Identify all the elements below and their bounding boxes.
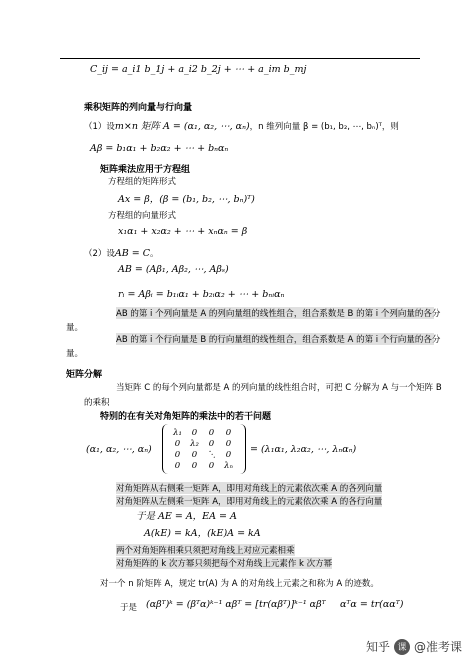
matrix-row: [169, 438, 237, 449]
eq-vector-formula: x₁α₁ + x₂α₂ + ⋯ + xₙαₙ = β: [118, 226, 248, 237]
diag-rule-product: 两个对角矩阵相乘只须把对角线上对应元素相乘: [116, 546, 295, 556]
diag-rule-left-multiply: 对角矩阵从左侧乘一矩阵 A，即用对角线上的元素依次乘 A 的各行向量: [116, 497, 383, 507]
matrix-cell: 0: [208, 438, 215, 449]
item1-vector-def: ，n 维列向量 β = (b₁, b₂, ⋯, bₙ)ᵀ，则: [249, 122, 399, 132]
item2-ab-formula: AB = (Aβ₁, Aβ₂, ⋯, Aβₛ): [118, 264, 229, 275]
item1-formula: Aβ = b₁α₁ + b₂α₂ + ⋯ + bₙαₙ: [90, 143, 229, 154]
matrix-cell: ⋱: [207, 449, 216, 460]
eq-vector-label: 方程组的向量形式: [108, 211, 177, 221]
matrix-cell: λ₂: [190, 438, 199, 449]
highlight-row-tail: 量。: [66, 349, 84, 359]
item1-prefix: （1）设: [84, 122, 115, 132]
matrix-cell: 0: [225, 427, 232, 438]
matrix-cell: 0: [191, 449, 198, 460]
trace-formula-power: (αβᵀ)ᵏ = (βᵀα)ᵏ⁻¹ αβᵀ = [tr(αβᵀ)]ᵏ⁻¹ αβᵀ: [146, 599, 326, 610]
matrix-cell: 0: [174, 438, 181, 449]
matrix-cell: 0: [208, 460, 215, 471]
item2-ri-formula: rᵢ = Aβᵢ = b₁ᵢα₁ + b₂ᵢα₂ + ⋯ + bₙᵢαₙ: [118, 289, 285, 300]
diag-rule-right-multiply: 对角矩阵从右侧乘一矩阵 A，即用对角线上的元素依次乘 A 的各列向量: [116, 484, 383, 494]
section-title-decomposition: 矩阵分解: [66, 370, 103, 380]
diagonal-matrix-table: [169, 427, 237, 471]
section-title-diagonal: 特别的在有关对角矩阵的乘法中的若干问题: [100, 412, 272, 422]
trace-definition: 对一个 n 阶矩阵 A，规定 tr(A) 为 A 的对角线上元素之和称为 A 的迹数。: [100, 579, 379, 589]
watermark-logo-icon: 课: [394, 639, 410, 655]
watermark: [366, 638, 462, 655]
section-title-equations: 矩阵乘法应用于方程组: [100, 165, 191, 175]
watermark-brand: 知乎: [365, 640, 390, 654]
trace-formula-inner: αᵀα = tr(ααᵀ): [340, 599, 404, 610]
decomposition-line2: 的乘积: [84, 398, 110, 408]
diag-right-result: = (λ₁α₁, λ₂α₂, ⋯, λₙαₙ): [250, 444, 357, 455]
highlight-column-combination: AB 的第 i 个列向量是 A 的列向量组的线性组合，组合系数是 B 的第 i 个列向量的各分: [116, 309, 441, 319]
highlight-column-tail: 量。: [66, 323, 84, 333]
eq-matrix-label: 方程组的矩阵形式: [108, 177, 177, 187]
watermark-author: @准考课: [413, 640, 462, 654]
matrix-cell: 0: [225, 449, 232, 460]
scalar-formula: A(kE) = kA，(kE)A = kA: [144, 528, 261, 539]
item1-matrix-def: m×n 矩阵 A = (α₁, α₂, ⋯, αₙ): [114, 121, 250, 132]
matrix-cell: 0: [208, 427, 215, 438]
item1-line: [84, 118, 399, 132]
eq-matrix-formula: Ax = β，(β = (b₁, b₂, ⋯, bₙ)ᵀ): [118, 194, 255, 205]
highlight-row-combination: AB 的第 i 个行向量是 B 的行向量组的线性组合，组合系数是 A 的第 i 个行向量的各分: [116, 335, 441, 345]
trace-prefix: 于是: [120, 603, 138, 613]
item2-line: （2）设AB = C。: [84, 248, 159, 259]
matrix-cell: 0: [174, 449, 181, 460]
identity-formula: 于是 AE = A，EA = A: [136, 511, 237, 522]
top-rule: [60, 58, 420, 59]
item2-ab-c: AB = C: [114, 248, 151, 259]
diagonal-matrix: [162, 424, 246, 474]
matrix-cell: 0: [225, 438, 232, 449]
matrix-cell: 0: [191, 460, 198, 471]
matrix-cell: 0: [174, 460, 181, 471]
matrix-cell: λₙ: [224, 460, 233, 471]
section-title-product-vectors: 乘积矩阵的列向量与行向量: [84, 103, 193, 113]
matrix-row: [169, 449, 237, 460]
formula-c-entry: C_ij = a_i1 b_1j + a_i2 b_2j + ⋯ + a_im b_mj: [90, 64, 307, 75]
matrix-row: [169, 427, 237, 438]
item2-prefix: （2）设: [84, 249, 115, 259]
diag-left-vectors: (α₁, α₂, ⋯, αₙ): [86, 444, 152, 455]
matrix-row: [169, 460, 237, 471]
decomposition-line1: 当矩阵 C 的每个列向量都是 A 的列向量的线性组合时，可把 C 分解为 A 与一个矩阵 B: [116, 383, 442, 393]
matrix-cell: λ₁: [173, 427, 182, 438]
matrix-cell: 0: [191, 427, 198, 438]
diag-rule-power: 对角矩阵的 k 次方幂只须把每个对角线上元素作 k 次方幂: [116, 559, 333, 569]
